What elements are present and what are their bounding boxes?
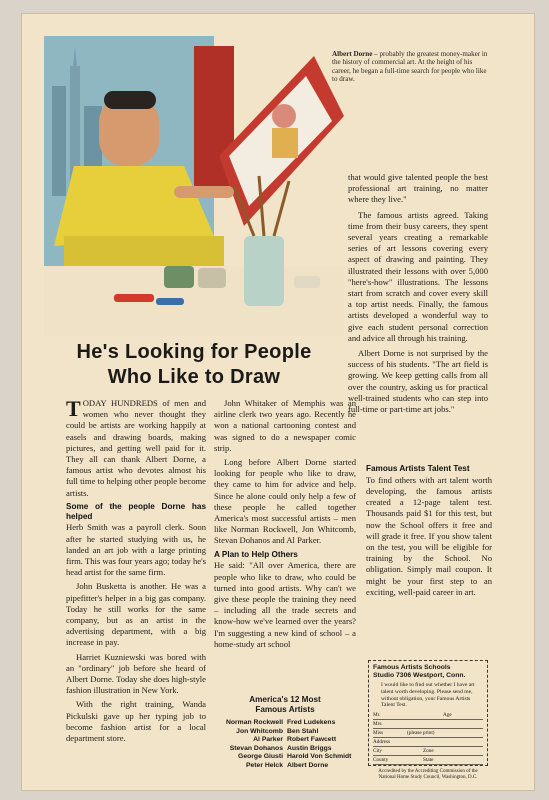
- intro-paragraph: [66, 398, 206, 499]
- artist-name: Peter Helck: [245, 761, 283, 769]
- coupon-label-print: (please print): [407, 730, 435, 737]
- illustration-caption: [332, 50, 492, 84]
- coupon-label-city: City: [373, 748, 382, 755]
- coupon-field-county[interactable]: [373, 756, 483, 765]
- coupon-field-mrs[interactable]: [373, 720, 483, 729]
- headline-line-2: Who Like to Draw: [107, 366, 281, 388]
- column-3: [366, 462, 492, 601]
- coupon-label-age: Age: [443, 712, 452, 719]
- col1-para-2: John Busketta is another. He was a pipefitter's helper in a big gas company. Today he still works for the same company, but as an artist in the advertising department, with a big increase in pay.: [66, 581, 206, 648]
- caption-name: Albert Dorne: [332, 50, 373, 58]
- column-2: [214, 398, 356, 653]
- artist-name: Fred Ludekens: [287, 719, 336, 726]
- right-para-3: Albert Dorne is not surprised by the success of his students. "The art field is growing. We keep getting calls from all over the country, asking us for practical well-trained students who can step into full-time or part-time art jobs.": [348, 348, 488, 415]
- coupon-label-address: Address: [373, 739, 391, 746]
- artist-name: Austin Briggs: [287, 744, 332, 752]
- col3-para-1: To find others with art talent worth developing, the famous artists created a 12-page talent test. Thousands paid $1 for this test, but now the School offers it free and will grade it free. If you show talent on the test, you will be eligible for training by the School. No obligation. Simply mail coupon. It might be your first step to an exciting, well-paid career in art.: [366, 474, 492, 597]
- coupon-label-mrs: Mrs.: [373, 721, 383, 728]
- artists-title-1: America's 12 Most: [249, 695, 321, 704]
- section-heading-plan: A Plan to Help Others: [214, 549, 298, 559]
- artist-name: Harold Von Schmidt: [287, 753, 352, 761]
- famous-artists-list: [214, 695, 356, 771]
- coupon-body: I would like to find out whether I have art talent worth developing. Please send me, without obligation, your Famous Artists Talent Test.: [381, 682, 475, 709]
- coupon-label-miss: Miss: [373, 730, 384, 737]
- col2-para-3: He said: "All over America, there are people who like to draw, who could be turned into good artists. Why can't we give these people the training they need – including all the trade secrets and know-how we've learned over the years? I'm suggesting a new kind of school – a home-study art school: [214, 560, 356, 649]
- coupon-label-state: State: [423, 757, 434, 764]
- artist-name: Robert Fawcett: [287, 736, 337, 744]
- coupon-field-mr[interactable]: [373, 711, 483, 720]
- coupon-field-address[interactable]: [373, 738, 483, 747]
- artist-name: Stevan Dohanos: [229, 744, 283, 752]
- artist-name: Albert Dorne: [287, 761, 329, 769]
- headline-line-1: He's Looking for People: [76, 341, 312, 363]
- coupon-label-mr: Mr.: [373, 712, 381, 719]
- column-1: [66, 398, 206, 747]
- coupon-label-zone: Zone: [423, 748, 434, 755]
- artist-illustration: [44, 36, 344, 336]
- coupon-accreditation: Accredited by the Accrediting Commission of the National Home Study Council, Washington, D.C.: [378, 769, 478, 781]
- col1-para-3: Harriet Kuzniewski was bored with an "ordinary" job before she heard of Albert Dorne. Today she does high-style fashion illustration in New York.: [66, 651, 206, 696]
- col1-para-1: Herb Smith was a payroll clerk. Soon after he started studying with us, he landed an art job with a large printing firm. This was four years ago; today he's head artist for the same firm.: [66, 522, 206, 578]
- right-para-1: that would give talented people the best professional art training, no matter where they live.": [348, 172, 488, 205]
- col2-para-2: Long before Albert Dorne started looking for people who like to draw, they came to him for advice and help. Since he alone could only help a few of these people he called together America's most successful artists – men like Norman Rockwell, Jon Whitcomb, Stevan Dohanos and Al Parker.: [214, 457, 356, 546]
- mail-coupon[interactable]: [368, 660, 488, 781]
- artist-name: Norman Rockwell: [225, 719, 283, 726]
- headline: [44, 340, 344, 390]
- coupon-label-county: County: [373, 757, 389, 764]
- intro-text: ODAY HUNDREDS of men and women who never thought they could be artists are working happily at easels and drawing boards, making pictures, and getting well paid for it. They all can thank Albert Dorne, a famous artist who devotes almost his full time to helping other people become artists.: [66, 398, 206, 498]
- col1-para-4: With the right training, Wanda Pickulski gave up her typing job to become fashion artist for a local department store.: [66, 699, 206, 744]
- section-heading-helped: Some of the people Dorne has helped: [66, 501, 206, 521]
- artist-name: Ben Stahl: [287, 727, 319, 735]
- artist-name: George Giusti: [238, 753, 283, 761]
- right-para-2: The famous artists agreed. Taking time from their busy careers, they spent several years creating a remarkable series of art lessons covering every aspect of drawing and painting. They illustrated their lessons with over 5,000 "here's-how" illustrations. The lessons start from scratch and cover every skill a top artist needs. Finally, the famous artists developed a wonderful way to give each student personal correction and advice all through his training.: [348, 209, 488, 343]
- caption-text: – probably the greatest money-maker in the history of commercial art. At the height of his career, he began a full-time search for people who like to draw.: [332, 50, 488, 84]
- artist-name: Jon Whitcomb: [236, 727, 283, 735]
- artist-name: Al Parker: [253, 736, 283, 744]
- section-heading-talent-test: Famous Artists Talent Test: [366, 464, 470, 473]
- right-column-top: [348, 172, 488, 419]
- coupon-field-miss[interactable]: [373, 729, 483, 738]
- drop-cap: T: [66, 396, 81, 421]
- artists-title-2: Famous Artists: [255, 705, 315, 714]
- col2-para-1: John Whitaker of Memphis was an airline clerk two years ago. Recently he won a national cartooning contest and was signed to do a newspaper comic strip.: [214, 398, 356, 453]
- coupon-title-1: Famous Artists Schools: [373, 664, 451, 671]
- coupon-field-city[interactable]: [373, 747, 483, 756]
- coupon-title-2: Studio 7306 Westport, Conn.: [373, 672, 466, 679]
